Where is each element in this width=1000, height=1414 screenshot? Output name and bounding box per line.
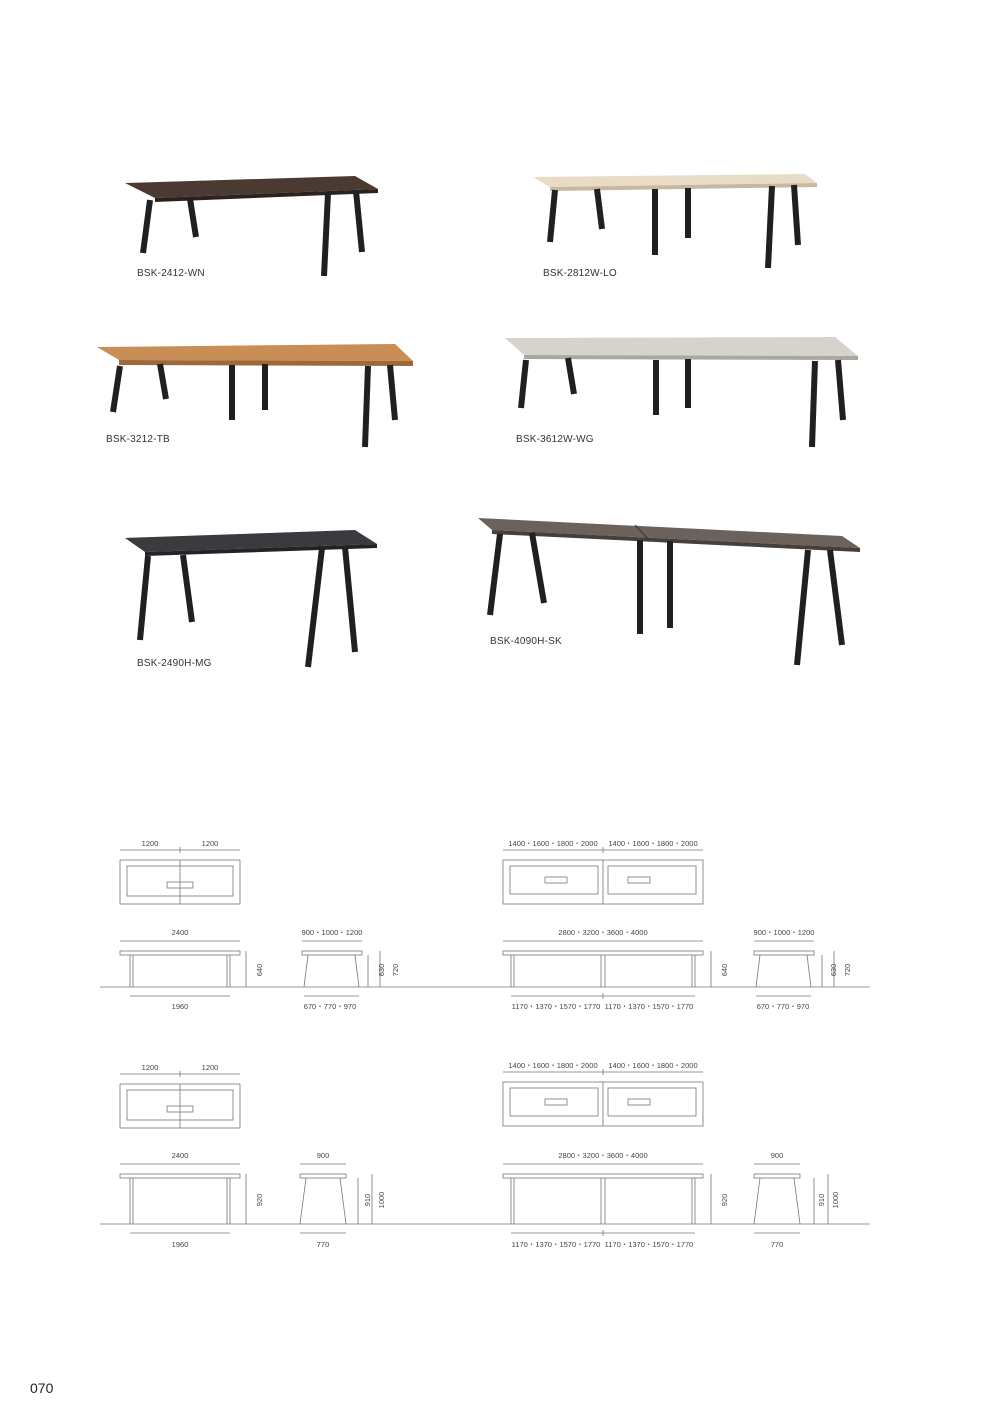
svg-text:900・1000・1200: 900・1000・1200 — [753, 928, 815, 937]
svg-text:1200: 1200 — [201, 839, 219, 848]
svg-text:910: 910 — [817, 1193, 826, 1207]
svg-text:900: 900 — [770, 1151, 784, 1160]
svg-text:1170・1370・1570・1770: 1170・1370・1570・1770 — [511, 1240, 601, 1249]
end-elevation-b-high — [754, 1151, 840, 1249]
svg-text:630: 630 — [377, 963, 386, 977]
product-code: BSK-3212-TB — [106, 434, 170, 445]
plan-view-2400 — [120, 839, 240, 904]
plan-view-2400-high — [120, 1063, 240, 1128]
svg-text:900・1000・1200: 900・1000・1200 — [301, 928, 363, 937]
svg-text:770: 770 — [316, 1240, 330, 1249]
svg-text:1200: 1200 — [141, 839, 159, 848]
svg-text:1200: 1200 — [201, 1063, 219, 1072]
svg-text:720: 720 — [843, 963, 852, 977]
product-code: BSK-4090H-SK — [490, 636, 562, 647]
svg-text:2400: 2400 — [171, 1151, 189, 1160]
product-code: BSK-2812W-LO — [543, 268, 617, 279]
svg-text:640: 640 — [720, 963, 729, 977]
product-code: BSK-2490H-MG — [137, 658, 212, 669]
svg-text:1400・1600・1800・2000: 1400・1600・1800・2000 — [508, 839, 598, 848]
plan-view-long-high — [503, 1061, 703, 1126]
svg-text:770: 770 — [770, 1240, 784, 1249]
svg-text:1000: 1000 — [377, 1191, 386, 1209]
dimension-drawings — [0, 820, 1000, 1260]
svg-text:1960: 1960 — [171, 1002, 189, 1011]
side-elevation-2400 — [120, 928, 264, 1011]
plan-view-long — [503, 839, 703, 904]
svg-text:910: 910 — [363, 1193, 372, 1207]
product-code: BSK-3612W-WG — [516, 434, 594, 445]
svg-text:670・770・970: 670・770・970 — [756, 1002, 810, 1011]
svg-text:900: 900 — [316, 1151, 330, 1160]
product-code: BSK-2412-WN — [137, 268, 205, 279]
end-elevation-b — [754, 928, 852, 1011]
svg-text:920: 920 — [255, 1193, 264, 1207]
table-illustration — [0, 0, 900, 680]
svg-text:630: 630 — [829, 963, 838, 977]
end-elevation-a-high — [300, 1151, 386, 1249]
svg-text:1960: 1960 — [171, 1240, 189, 1249]
svg-text:640: 640 — [255, 963, 264, 977]
svg-text:1000: 1000 — [831, 1191, 840, 1209]
svg-text:1200: 1200 — [141, 1063, 159, 1072]
svg-text:1400・1600・1800・2000: 1400・1600・1800・2000 — [608, 839, 698, 848]
svg-text:2800・3200・3600・4000: 2800・3200・3600・4000 — [558, 1151, 648, 1160]
end-elevation-a — [302, 928, 400, 1011]
side-elevation-long-high — [503, 1151, 729, 1249]
svg-text:1400・1600・1800・2000: 1400・1600・1800・2000 — [608, 1061, 698, 1070]
svg-text:1170・1370・1570・1770: 1170・1370・1570・1770 — [604, 1240, 694, 1249]
svg-text:2800・3200・3600・4000: 2800・3200・3600・4000 — [558, 928, 648, 937]
svg-text:720: 720 — [391, 963, 400, 977]
side-elevation-long — [503, 928, 729, 1011]
page-number: 070 — [30, 1380, 54, 1396]
side-elevation-2400-high — [120, 1151, 264, 1249]
svg-text:670・770・970: 670・770・970 — [303, 1002, 357, 1011]
svg-text:2400: 2400 — [171, 928, 189, 937]
svg-text:1170・1370・1570・1770: 1170・1370・1570・1770 — [604, 1002, 694, 1011]
svg-text:920: 920 — [720, 1193, 729, 1207]
svg-text:1400・1600・1800・2000: 1400・1600・1800・2000 — [508, 1061, 598, 1070]
svg-text:1170・1370・1570・1770: 1170・1370・1570・1770 — [511, 1002, 601, 1011]
